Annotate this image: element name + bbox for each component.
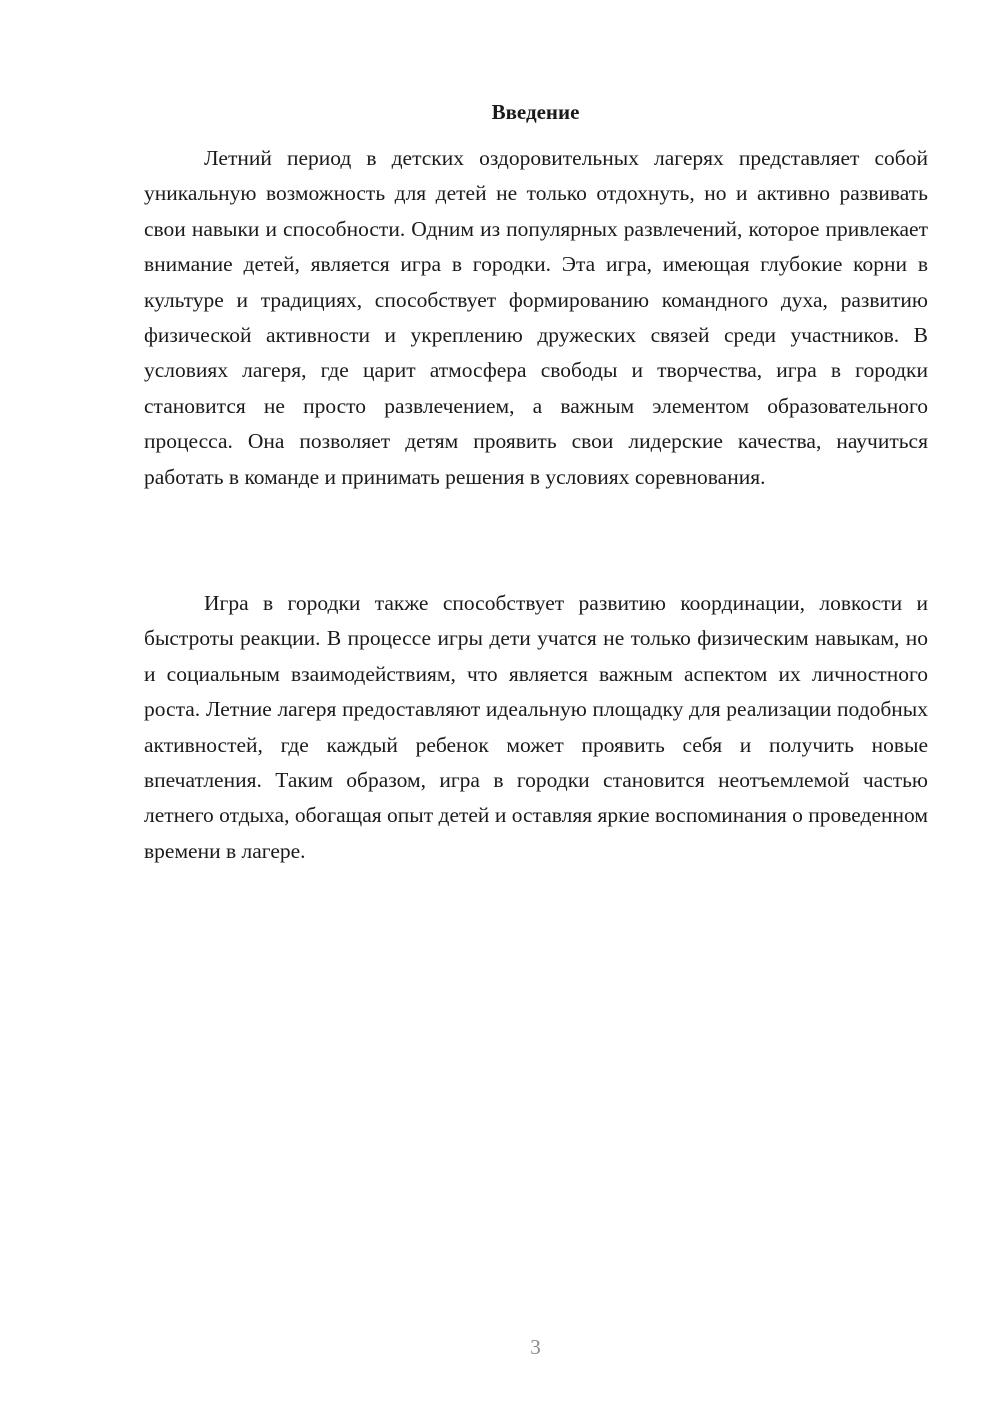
body-paragraph-2: Игра в городки также способствует развитию координации, ловкости и быстроты реакции. В процессе игры дети учатся не только физическим навыкам, но и социальным взаимодействиям, что является важным аспектом их личностного роста. Летние лагеря предоставляют идеальную площадку для реализации подобных активностей, где каждый ребенок может проявить себя и получить новые впечатления. Таким образом, игра в городки становится неотъемлемой частью летнего отдыха, обогащая опыт детей и оставляя яркие воспоминания о проведенном времени в лагере.	[144, 591, 928, 863]
page-number: 3	[530, 1335, 541, 1359]
page-title: Введение	[491, 100, 580, 124]
body-paragraph-1: Летний период в детских оздоровительных лагерях представляет собой уникальную возможность для детей не только отдохнуть, но и активно развивать свои навыки и способности. Одним из популярных развлечений, которое привлекает внимание детей, является игра в городки. Эта игра, имеющая глубокие корни в культуре и традициях, способствует формированию командного духа, развитию физической активности и укреплению дружеских связей среди участников. В условиях лагеря, где царит атмосфера свободы и творчества, игра в городки становится не просто развлечением, а важным элементом образовательного процесса. Она позволяет детям проявить свои лидерские качества, научиться работать в команде и принимать решения в условиях соревнования.	[144, 146, 928, 489]
